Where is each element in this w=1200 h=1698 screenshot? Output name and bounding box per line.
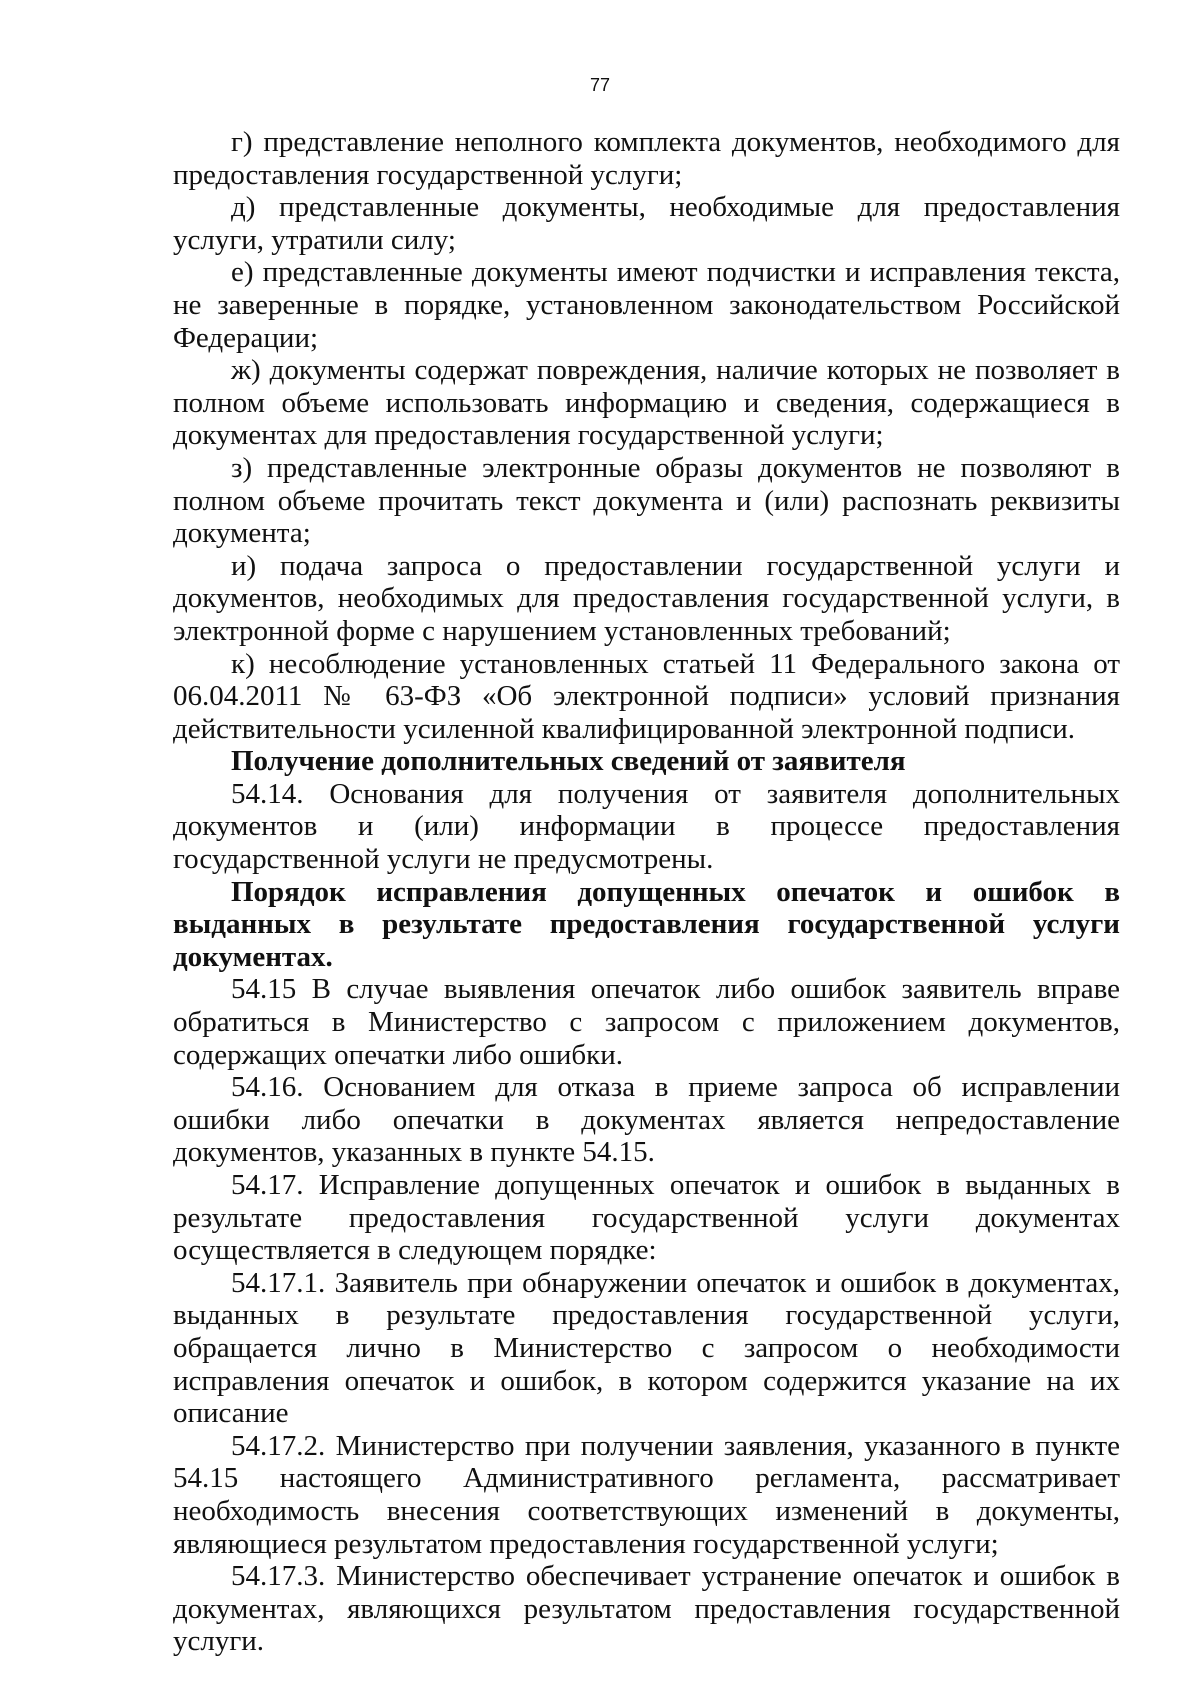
section-heading-additional-info: Получение дополнительных сведений от заявителя (231, 745, 906, 778)
paragraph-54-15: 54.15 В случае выявления опечаток либо ошибок заявитель вправе обратиться в Министерство с запросом с приложением документов, содержащих опечатки либо ошибки. (173, 973, 1120, 1071)
paragraph-54-17-3: 54.17.3. Министерство обеспечивает устранение опечаток и ошибок в документах, являющихся результатом предоставления государственной услуги. (173, 1560, 1120, 1658)
document-body (173, 126, 1120, 1658)
paragraph-54-14: 54.14. Основания для получения от заявителя дополнительных документов и (или) информации в процессе предоставления государственной услуги не предусмотрены. (173, 777, 1120, 876)
paragraph-z: з) представленные электронные образы документов не позволяют в полном объеме прочитать текст документа и (или) распознать реквизиты документа; (173, 451, 1120, 550)
paragraph-k: к) несоблюдение установленных статьей 11 Федерального закона от 06.04.2011 № 63-ФЗ «Об электронной подписи» условий признания действительности усиленной квалифицированной электронной подписи. (173, 647, 1120, 745)
paragraph-54-17-1: 54.17.1. Заявитель при обнаружении опечаток и ошибок в документах, выданных в результате предоставления государственной услуги, обращается лично в Министерство с запросом о необходимости исправления опечаток и ошибок, в котором содержится указание на их описание (173, 1266, 1120, 1430)
paragraph-g: г) представление неполного комплекта документов, необходимого для предоставления государственной услуги; (173, 126, 1120, 191)
paragraph-e: е) представленные документы имеют подчистки и исправления текста, не заверенные в порядке, установленном законодательством Российской Федерации; (173, 256, 1120, 354)
section-heading-error-correction: Порядок исправления допущенных опечаток и ошибок в выданных в результате предоставления государственной услуги документах. (173, 875, 1120, 973)
paragraph-54-17-2: 54.17.2. Министерство при получении заявления, указанного в пункте 54.15 настоящего Административного регламента, рассматривает необходимость внесения соответствующих изменений в документы, являющиеся результатом предоставления государственной услуги; (173, 1429, 1120, 1560)
paragraph-54-16: 54.16. Основанием для отказа в приеме запроса об исправлении ошибки либо опечатки в документах является непредоставление документов, указанных в пункте 54.15. (173, 1071, 1120, 1169)
paragraph-d: д) представленные документы, необходимые для предоставления услуги, утратили силу; (173, 191, 1120, 256)
paragraph-zh: ж) документы содержат повреждения, наличие которых не позволяет в полном объеме использовать информацию и сведения, содержащиеся в документах для предоставления государственной услуги; (173, 354, 1120, 452)
page-number: 77 (589, 75, 611, 95)
paragraph-54-17: 54.17. Исправление допущенных опечаток и ошибок в выданных в результате предоставления государственной услуги документах осуществляется в следующем порядке: (173, 1169, 1120, 1267)
paragraph-i: и) подача запроса о предоставлении государственной услуги и документов, необходимых для предоставления государственной услуги, в электронной форме с нарушением установленных требований; (173, 549, 1120, 647)
